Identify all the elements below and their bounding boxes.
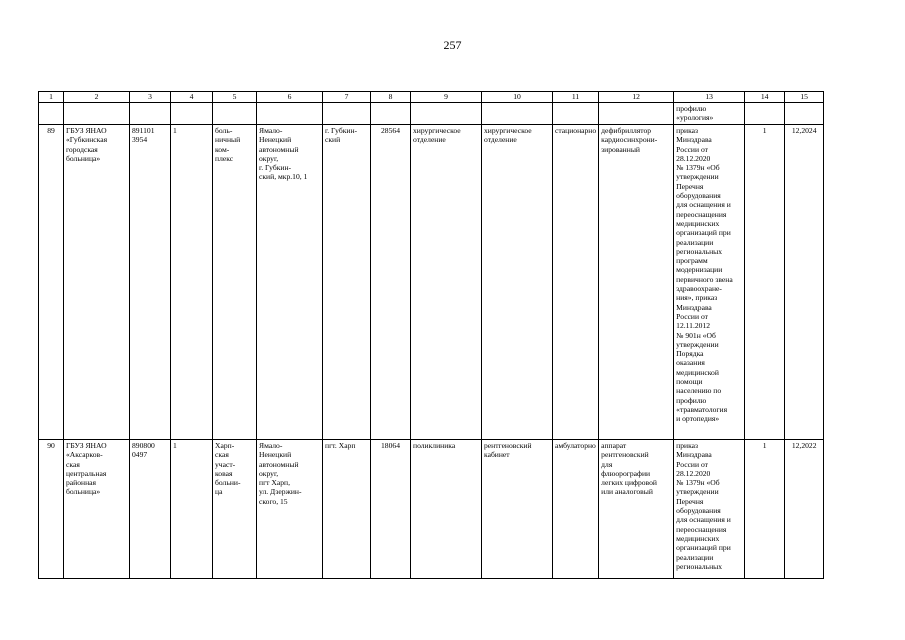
column-number: 9 — [411, 92, 482, 103]
table-row — [39, 440, 824, 579]
table-cell — [213, 103, 257, 125]
address-cell: Ямало- Ненецкий автономный округ, г. Губкин- ский, мкр.10, 1 — [257, 125, 323, 440]
column-number-row — [39, 92, 824, 103]
institution-cell: ГБУЗ ЯНАО «Аксарков- ская центральная районная больница» — [64, 440, 130, 579]
column-number: 5 — [213, 92, 257, 103]
table-cell — [745, 103, 785, 125]
table-cell — [482, 103, 553, 125]
page-number: 257 — [443, 38, 462, 52]
column-number: 3 — [130, 92, 171, 103]
unit-cell: рентгеновский кабинет — [482, 440, 553, 579]
address-cell: Ямало- Ненецкий автономный округ, пгт Харп, ул. Дзержин- ского, 15 — [257, 440, 323, 579]
column-number: 10 — [482, 92, 553, 103]
equipment-cell: дефибриллятор кардиосинхрони- зированный — [599, 125, 674, 440]
table-cell — [553, 103, 599, 125]
row-number-cell: 89 — [39, 125, 64, 440]
legal-basis-cell: приказ Минздрава России от 28.12.2020 № 1379н «Об утверждении Перечня оборудования для оснащения и переоснащения медицинских организаций при реализации региональных — [674, 440, 745, 579]
department-cell: поликлиника — [411, 440, 482, 579]
care-type-cell: амбулаторно — [553, 440, 599, 579]
care-type-cell: стационарно — [553, 125, 599, 440]
table-cell — [39, 103, 64, 125]
unit-cell: хирургическое отделение — [482, 125, 553, 440]
population-cell: 18064 — [371, 440, 411, 579]
date-cell: 12,2024 — [785, 125, 824, 440]
inn-cell: 891101 3954 — [130, 125, 171, 440]
table-cell — [257, 103, 323, 125]
table-cell — [785, 103, 824, 125]
count-cell: 1 — [171, 125, 213, 440]
column-number: 6 — [257, 92, 323, 103]
column-number: 11 — [553, 92, 599, 103]
department-cell: хирургическое отделение — [411, 125, 482, 440]
document-table — [38, 91, 824, 579]
column-number: 1 — [39, 92, 64, 103]
count-cell: 1 — [171, 440, 213, 579]
column-number: 13 — [674, 92, 745, 103]
institution-cell: ГБУЗ ЯНАО «Губкинская городская больница» — [64, 125, 130, 440]
table-cell — [64, 103, 130, 125]
column-number: 15 — [785, 92, 824, 103]
equipment-cell: аппарат рентгеновский для флюорографии легких цифровой или аналоговый — [599, 440, 674, 579]
quantity-cell: 1 — [745, 440, 785, 579]
column-number: 7 — [323, 92, 371, 103]
table-cell — [171, 103, 213, 125]
column-number: 8 — [371, 92, 411, 103]
table-cell — [371, 103, 411, 125]
inn-cell: 890800 0497 — [130, 440, 171, 579]
locality-cell: г. Губкин- ский — [323, 125, 371, 440]
legal-basis-cell: приказ Минздрава России от 28.12.2020 № 1379н «Об утверждении Перечня оборудования для оснащения и переоснащения медицинских организаций при реализации региональных программ модернизации первичного звена здравоохране- ния», приказ Минздрава России от 12.11.2012 № 901н «Об утверждении Порядка оказания медицинской помощи населению по профилю «травматология и ортопедия» — [674, 125, 745, 440]
column-number: 2 — [64, 92, 130, 103]
table-cell — [323, 103, 371, 125]
population-cell: 28564 — [371, 125, 411, 440]
table-cell — [411, 103, 482, 125]
legal-basis-cell: профилю «урология» — [674, 103, 745, 125]
quantity-cell: 1 — [745, 125, 785, 440]
locality-cell: пгт. Харп — [323, 440, 371, 579]
facility-cell: боль- ничный ком- плекс — [213, 125, 257, 440]
column-number: 14 — [745, 92, 785, 103]
table-row — [39, 125, 824, 440]
date-cell: 12,2022 — [785, 440, 824, 579]
continuation-row — [39, 103, 824, 125]
table-cell — [599, 103, 674, 125]
column-number: 12 — [599, 92, 674, 103]
facility-cell: Харп- ская участ- ковая больни- ца — [213, 440, 257, 579]
column-number: 4 — [171, 92, 213, 103]
table-cell — [130, 103, 171, 125]
row-number-cell: 90 — [39, 440, 64, 579]
